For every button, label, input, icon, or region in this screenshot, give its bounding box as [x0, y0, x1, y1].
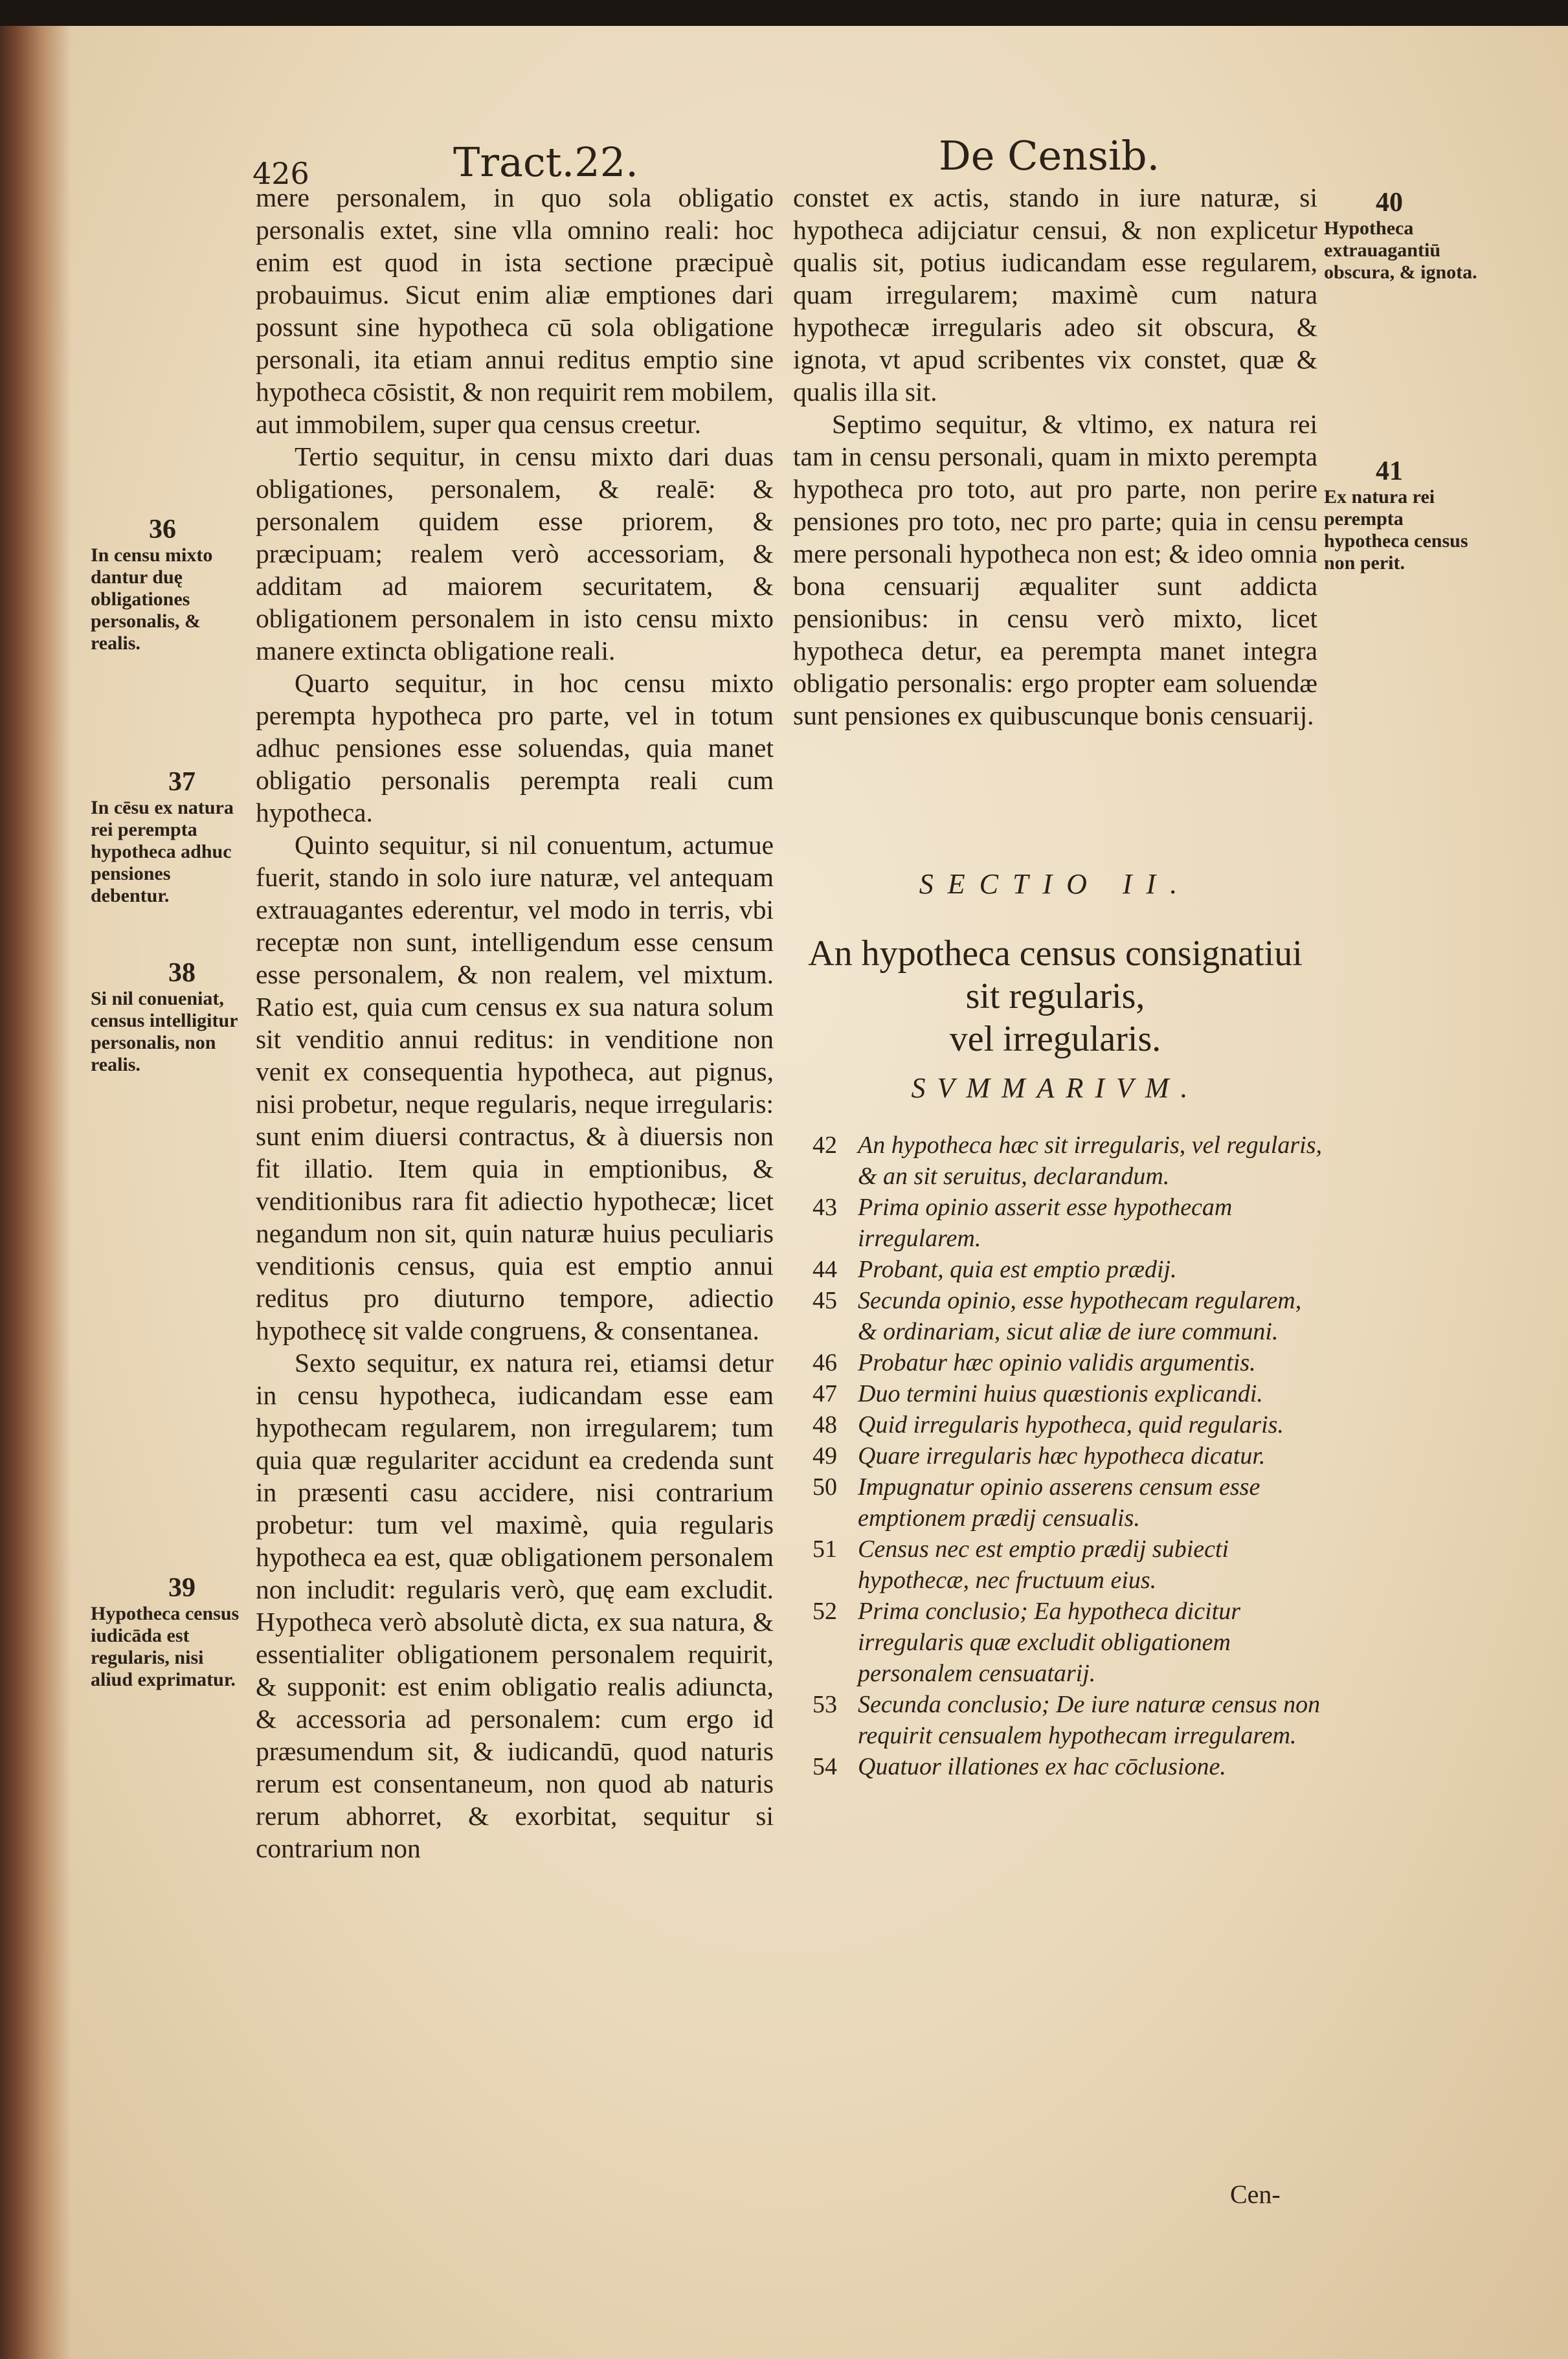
summary-item	[812, 1254, 1324, 1285]
summary-item	[812, 1130, 1324, 1192]
running-title-right: De Censib.	[939, 132, 1160, 179]
summary-text: Secunda opinio, esse hypothecam regularem, & ordinariam, sicut aliæ de iure communi.	[858, 1287, 1302, 1345]
margin-note	[1324, 188, 1479, 284]
summary-list	[812, 1130, 1324, 1782]
summary-number: 49	[812, 1442, 837, 1470]
paragraph: Tertio sequitur, in censu mixto dari duas obligationes, personalem, & realē: & personalem quidem esse priorem, & præcipuam; realem verò accessoriam, & additam ad maiorem securitatem, & obligationem personalem in isto censu mixto manere extincta obligatione reali.	[256, 442, 774, 665]
summary-item	[812, 1409, 1324, 1440]
margin-note-number: 36	[149, 515, 176, 544]
summary-text: Quatuor illationes ex hac cōclusione.	[858, 1753, 1226, 1780]
summary-item	[812, 1596, 1324, 1689]
summary-text: Secunda conclusio; De iure naturæ census non requirit censualem hypothecam irregularem.	[858, 1691, 1321, 1749]
summary-number: 52	[812, 1598, 837, 1625]
paragraph: Quarto sequitur, in hoc censu mixto perempta hypotheca pro parte, vel in totum adhuc pensiones esse soluendas, quia manet obligatio personalis perempta reali cum hypotheca.	[256, 668, 774, 827]
summary-item	[812, 1751, 1324, 1782]
summary-text: An hypotheca hæc sit irregularis, vel regularis, & an sit seruitus, declarandum.	[858, 1132, 1322, 1190]
margin-note-number: 40	[1376, 188, 1403, 218]
paragraph: Quinto sequitur, si nil conuentum, actumue fuerit, stando in solo iure naturæ, vel antequam extrauagantes ederentur, vel modo in terris, vbi receptæ non sunt, intelligendum esse censum esse personalem, & non realem, vel mixtum. Ratio est, quia cum census ex sua natura solum sit venditio annui reditus: in venditione non venit ex consequentia hypotheca, aut pignus, nisi probetur, neque regularis, neque irregularis: sunt enim diuersi contractus, & à diuersis non fit illatio. Item quia in emptionibus, & venditionibus rara fit adiectio hypothecæ; licet negandum non sit, quin naturæ huius peculiaris venditionis census, quia est emptio annui reditus pro diuturno tempore, adiectio hypothecę sit valde congruens, & consentanea.	[256, 830, 774, 1345]
left-text-column	[256, 181, 774, 1864]
margin-note-text: Si nil conueniat, census intelligitur personalis, non realis.	[91, 988, 238, 1075]
summary-text: Duo termini huius quæstionis explicandi.	[858, 1380, 1263, 1407]
summary-number: 54	[812, 1753, 837, 1780]
page-number: 426	[252, 156, 309, 191]
section-title-line: vel irregularis.	[949, 1019, 1161, 1059]
summary-heading: SVMMARIVM.	[911, 1072, 1200, 1104]
running-title-left: Tract.22.	[453, 139, 638, 186]
paragraph: mere personalem, in quo sola obligatio personalis extet, sine vlla omnino reali: hoc enim est quod in ista sectione præcipuè probauimus. Sicut enim aliæ emptiones dari possunt sine hypotheca cū sola obligatione personali, ita etiam annui reditus emptio sine hypotheca cōsistit, & non requirit rem mobilem, aut immobilem, super qua census creetur.	[256, 183, 774, 439]
margin-note	[1324, 456, 1479, 574]
margin-note	[91, 958, 246, 1076]
summary-item	[812, 1285, 1324, 1347]
summary-number: 50	[812, 1473, 837, 1501]
section-heading: SECTIO II.	[919, 868, 1192, 900]
margin-note-number: 38	[168, 958, 196, 988]
margin-note-text: Hypotheca extrauagantiū obscura, & ignota.	[1324, 218, 1477, 283]
margin-note	[91, 767, 246, 907]
margin-note-text: Ex natura rei perempta hypotheca census non perit.	[1324, 486, 1468, 574]
right-text-column	[793, 181, 1317, 732]
book-page	[0, 26, 1568, 2359]
margin-note-number: 39	[168, 1573, 196, 1603]
summary-number: 47	[812, 1380, 837, 1407]
summary-number: 43	[812, 1194, 837, 1221]
margin-note	[91, 1573, 246, 1691]
summary-item	[812, 1534, 1324, 1596]
summary-text: Probant, quia est emptio prædij.	[858, 1256, 1177, 1283]
summary-number: 53	[812, 1691, 837, 1718]
section-title	[793, 932, 1317, 1060]
summary-item	[812, 1440, 1324, 1471]
summary-text: Prima opinio asserit esse hypothecam irregularem.	[858, 1194, 1233, 1252]
summary-text: Probatur hæc opinio validis argumentis.	[858, 1349, 1256, 1376]
section-title-line: An hypotheca census consignatiui sit regularis,	[808, 934, 1303, 1016]
margin-note-text: Hypotheca census iudicāda est regularis, nisi aliud exprimatur.	[91, 1603, 240, 1690]
paragraph: Septimo sequitur, & vltimo, ex natura rei tam in censu personali, quam in mixto perempta hypotheca pro toto, aut pro parte, non perire pensiones pro toto, nec pro parte; quia in censu mere personali hypotheca non est; & ideo omnia bona censuarij æqualiter sunt addicta pensionibus: in censu verò mixto, licet hypotheca detur, ea perempta manet integra obligatio personalis: ergo propter eam soluendæ sunt pensiones ex quibuscunque bonis censuarij.	[793, 409, 1317, 730]
summary-text: Quare irregularis hæc hypotheca dicatur.	[858, 1442, 1266, 1470]
summary-item	[812, 1689, 1324, 1751]
summary-item	[812, 1347, 1324, 1378]
summary-text: Prima conclusio; Ea hypotheca dicitur irregularis quæ excludit obligationem personalem censuatarij.	[858, 1598, 1240, 1687]
margin-note	[91, 515, 246, 654]
paragraph: Sexto sequitur, ex natura rei, etiamsi detur in censu hypotheca, iudicandam esse eam hypothecam regularem, non irregularem; tum quia quæ regulariter accidunt ea credenda sunt in præsenti casu accidere, nisi contrarium probetur: tum vel maximè, quia regularis hypotheca ea est, quæ obligationem personalem non includit: regularis verò, quę eam excludit. Hypotheca verò absolutè dicta, ex sua natura, & essentialiter obligationem personalem requirit, & supponit: est enim obligatio realis adiuncta, & accessoria ad personalem: cum ergo id præsumendum sit, & iudicandū, quod naturis rerum est consentaneum, non quod ab naturis rerum abhorret, & exorbitat, sequitur si contrarium non	[256, 1348, 774, 1863]
summary-text: Census nec est emptio prædij subiecti hypothecæ, nec fructuum eius.	[858, 1536, 1229, 1594]
margin-note-number: 37	[168, 767, 196, 797]
summary-item	[812, 1378, 1324, 1409]
summary-number: 45	[812, 1287, 837, 1314]
summary-number: 48	[812, 1411, 837, 1438]
summary-text: Quid irregularis hypotheca, quid regularis.	[858, 1411, 1284, 1438]
catchword: Cen-	[1230, 2180, 1281, 2209]
summary-number: 44	[812, 1256, 837, 1283]
summary-item	[812, 1471, 1324, 1534]
margin-note-number: 41	[1376, 456, 1403, 486]
summary-number: 46	[812, 1349, 837, 1376]
summary-text: Impugnatur opinio asserens censum esse emptionem prædij censualis.	[858, 1473, 1260, 1532]
summary-number: 42	[812, 1132, 837, 1159]
margin-note-text: In censu mixto dantur duę obligationes personalis, & realis.	[91, 544, 213, 654]
book-spine	[0, 26, 71, 2359]
summary-item	[812, 1192, 1324, 1254]
paragraph: constet ex actis, stando in iure naturæ, si hypotheca adijciatur censui, & non explicetur qualis sit, potius iudicandam esse regularem, quam irregularem; maximè cum natura hypothecæ irregularis adeo sit obscura, & ignota, vt apud scribentes vix constet, quæ & qualis illa sit.	[793, 183, 1317, 407]
margin-note-text: In cēsu ex natura rei perempta hypotheca adhuc pensiones debentur.	[91, 797, 234, 906]
summary-number: 51	[812, 1536, 837, 1563]
